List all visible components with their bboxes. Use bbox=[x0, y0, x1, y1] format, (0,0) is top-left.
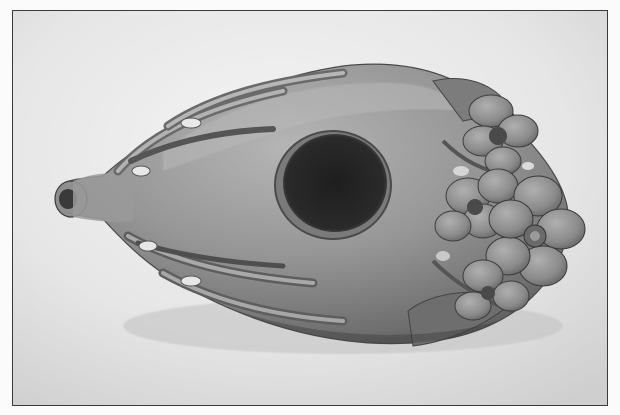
filling-hole bbox=[275, 131, 391, 239]
photograph-frame bbox=[12, 10, 608, 406]
photograph bbox=[13, 11, 607, 405]
